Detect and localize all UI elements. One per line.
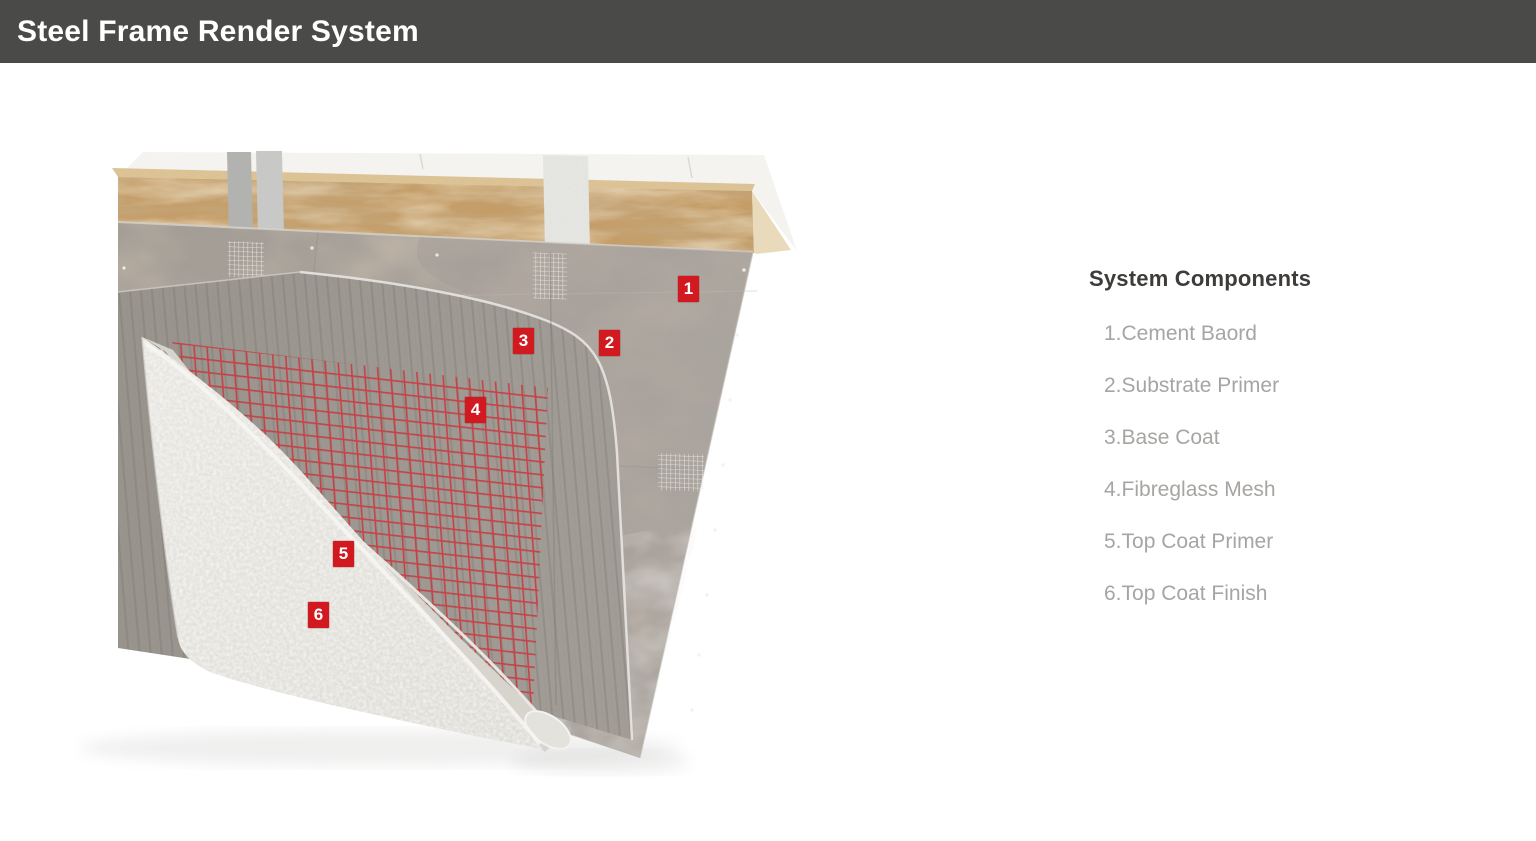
marker-number: 4 bbox=[470, 400, 481, 419]
legend-item-substrate-primer bbox=[1104, 374, 1429, 397]
legend-list bbox=[1089, 322, 1429, 605]
marker-badge-6 bbox=[308, 602, 329, 628]
marker-badge-4 bbox=[465, 397, 486, 423]
legend-item-top-coat-primer bbox=[1104, 530, 1429, 553]
legend-item-label: Base Coat bbox=[1121, 426, 1220, 449]
legend-item-number: 2. bbox=[1104, 374, 1122, 397]
legend-item-label: Fibreglass Mesh bbox=[1121, 478, 1276, 501]
legend-item-number: 3. bbox=[1104, 426, 1122, 449]
page-title: Steel Frame Render System bbox=[17, 14, 419, 48]
legend-item-number: 1. bbox=[1104, 322, 1122, 345]
marker-badge-5 bbox=[333, 541, 354, 567]
legend-item-top-coat-finish bbox=[1104, 582, 1429, 605]
marker-number: 6 bbox=[313, 605, 324, 624]
title-bar bbox=[0, 0, 1536, 63]
legend-title: System Components bbox=[1089, 266, 1312, 291]
marker-number: 1 bbox=[683, 279, 694, 298]
marker-badge-3 bbox=[513, 328, 534, 354]
legend-item-label: Substrate Primer bbox=[1121, 374, 1280, 397]
steel-stud bbox=[227, 152, 253, 238]
marker-badge-1 bbox=[678, 276, 699, 302]
legend-item-label: Cement Baord bbox=[1121, 322, 1257, 345]
legend-item-fibreglass-mesh bbox=[1104, 478, 1429, 501]
marker-number: 2 bbox=[604, 333, 615, 352]
system-components-legend bbox=[1089, 266, 1429, 634]
legend-item-number: 6. bbox=[1104, 582, 1122, 605]
joint-tape-patch bbox=[228, 241, 264, 278]
marker-badge-2 bbox=[599, 330, 620, 356]
marker-number: 3 bbox=[518, 331, 529, 350]
steel-stud bbox=[256, 151, 284, 236]
legend-item-label: Top Coat Finish bbox=[1121, 582, 1268, 605]
joint-tape-patch bbox=[658, 453, 704, 492]
marker-number: 5 bbox=[338, 544, 349, 563]
legend-item-label: Top Coat Primer bbox=[1121, 530, 1274, 553]
legend-item-number: 4. bbox=[1104, 478, 1122, 501]
legend-item-base-coat bbox=[1104, 426, 1429, 449]
legend-item-number: 5. bbox=[1104, 530, 1122, 553]
legend-item-cement-board bbox=[1104, 322, 1429, 345]
